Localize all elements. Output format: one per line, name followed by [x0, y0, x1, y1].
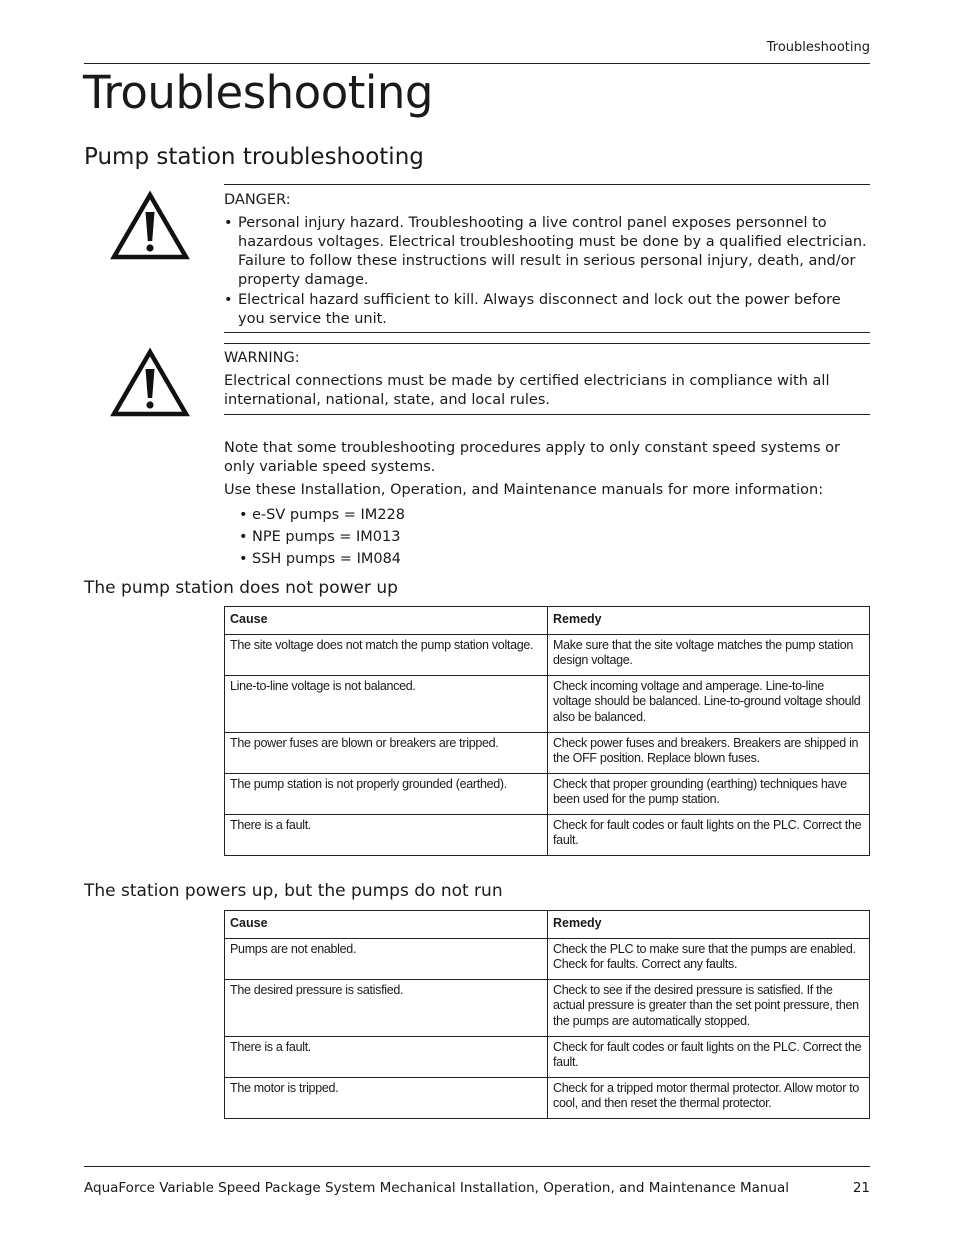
remedy-cell: Check incoming voltage and amperage. Line-to-line voltage should be balanced. Line-to-ground voltage should also be balanced. [548, 675, 870, 732]
cause-cell: Line-to-line voltage is not balanced. [225, 675, 548, 732]
danger-block [224, 191, 870, 330]
manual-list-item: • SSH pumps = IM084 [239, 548, 870, 570]
remedy-cell: Check that proper grounding (earthing) techniques have been used for the pump station. [548, 773, 870, 814]
footer-manual-title: AquaForce Variable Speed Package System Mechanical Installation, Operation, and Maintenance Manual [84, 1180, 789, 1196]
page-title: Troubleshooting [83, 66, 433, 119]
page-number: 21 [852, 1180, 870, 1196]
table-row [225, 979, 870, 1036]
cause-header: Cause [225, 911, 548, 939]
danger-item: • Personal injury hazard. Troubleshooting a live control panel exposes personnel to hazardous voltages. Electrical troubleshooting must be done by a qualified electrician. Failure to follow these instructions will result in serious personal injury, death, and/or property damage. [224, 214, 870, 290]
table-row [225, 675, 870, 732]
remedy-cell: Check to see if the desired pressure is satisfied. If the actual pressure is greater than the set point pressure, then the pumps are automatically stopped. [548, 979, 870, 1036]
pumps-not-running-table [224, 910, 870, 1119]
warning-label: WARNING: [224, 350, 300, 366]
warning-bottom-rule [224, 414, 870, 415]
table-row [225, 938, 870, 979]
remedy-header: Remedy [548, 607, 870, 635]
table-header-row [225, 911, 870, 939]
remedy-cell: Make sure that the site voltage matches the pump station design voltage. [548, 634, 870, 675]
manuals-lead: Use these Installation, Operation, and Maintenance manuals for more information: [224, 482, 824, 498]
table-row [225, 1036, 870, 1077]
intro-section [224, 439, 870, 570]
remedy-cell: Check for a tripped motor thermal protector. Allow motor to cool, and then reset the thermal protector. [548, 1077, 870, 1118]
danger-bottom-rule [224, 332, 870, 333]
table-row [225, 814, 870, 855]
warning-triangle-icon [110, 347, 190, 419]
cause-header: Cause [225, 607, 548, 635]
cause-cell: The desired pressure is satisfied. [225, 979, 548, 1036]
table-row [225, 732, 870, 773]
cause-cell: The motor is tripped. [225, 1077, 548, 1118]
danger-item: • Electrical hazard sufficient to kill. Always disconnect and lock out the power before you service the unit. [224, 291, 870, 329]
remedy-cell: Check the PLC to make sure that the pumps are enabled. Check for faults. Correct any faults. [548, 938, 870, 979]
table2-title: The station powers up, but the pumps do not run [84, 881, 503, 901]
manual-list [239, 504, 870, 570]
top-rule [84, 63, 870, 64]
no-power-table [224, 606, 870, 856]
danger-warning-triangle-icon [110, 190, 190, 262]
cause-cell: There is a fault. [225, 1036, 548, 1077]
remedy-cell: Check for fault codes or fault lights on the PLC. Correct the fault. [548, 1036, 870, 1077]
table-row [225, 1077, 870, 1118]
warning-block [224, 349, 870, 410]
bottom-rule [84, 1166, 870, 1167]
remedy-cell: Check power fuses and breakers. Breakers are shipped in the OFF position. Replace blown fuses. [548, 732, 870, 773]
table-row [225, 634, 870, 675]
danger-list [224, 214, 870, 329]
table-header-row [225, 607, 870, 635]
danger-label: DANGER: [224, 192, 291, 208]
section-title: Pump station troubleshooting [84, 144, 424, 170]
table1-title: The pump station does not power up [84, 578, 398, 598]
warning-top-rule [224, 343, 870, 344]
running-head: Troubleshooting [766, 40, 870, 55]
manual-list-item: • e-SV pumps = IM228 [239, 504, 870, 526]
warning-text: Electrical connections must be made by certified electricians in compliance with all international, national, state, and local rules. [224, 373, 830, 408]
remedy-cell: Check for fault codes or fault lights on the PLC. Correct the fault. [548, 814, 870, 855]
remedy-header: Remedy [548, 911, 870, 939]
table-row [225, 773, 870, 814]
cause-cell: The site voltage does not match the pump station voltage. [225, 634, 548, 675]
manual-list-item: • NPE pumps = IM013 [239, 526, 870, 548]
cause-cell: The power fuses are blown or breakers are tripped. [225, 732, 548, 773]
cause-cell: Pumps are not enabled. [225, 938, 548, 979]
cause-cell: The pump station is not properly grounded (earthed). [225, 773, 548, 814]
cause-cell: There is a fault. [225, 814, 548, 855]
danger-top-rule [224, 184, 870, 185]
intro-note: Note that some troubleshooting procedures apply to only constant speed systems or only variable speed systems. [224, 440, 840, 475]
